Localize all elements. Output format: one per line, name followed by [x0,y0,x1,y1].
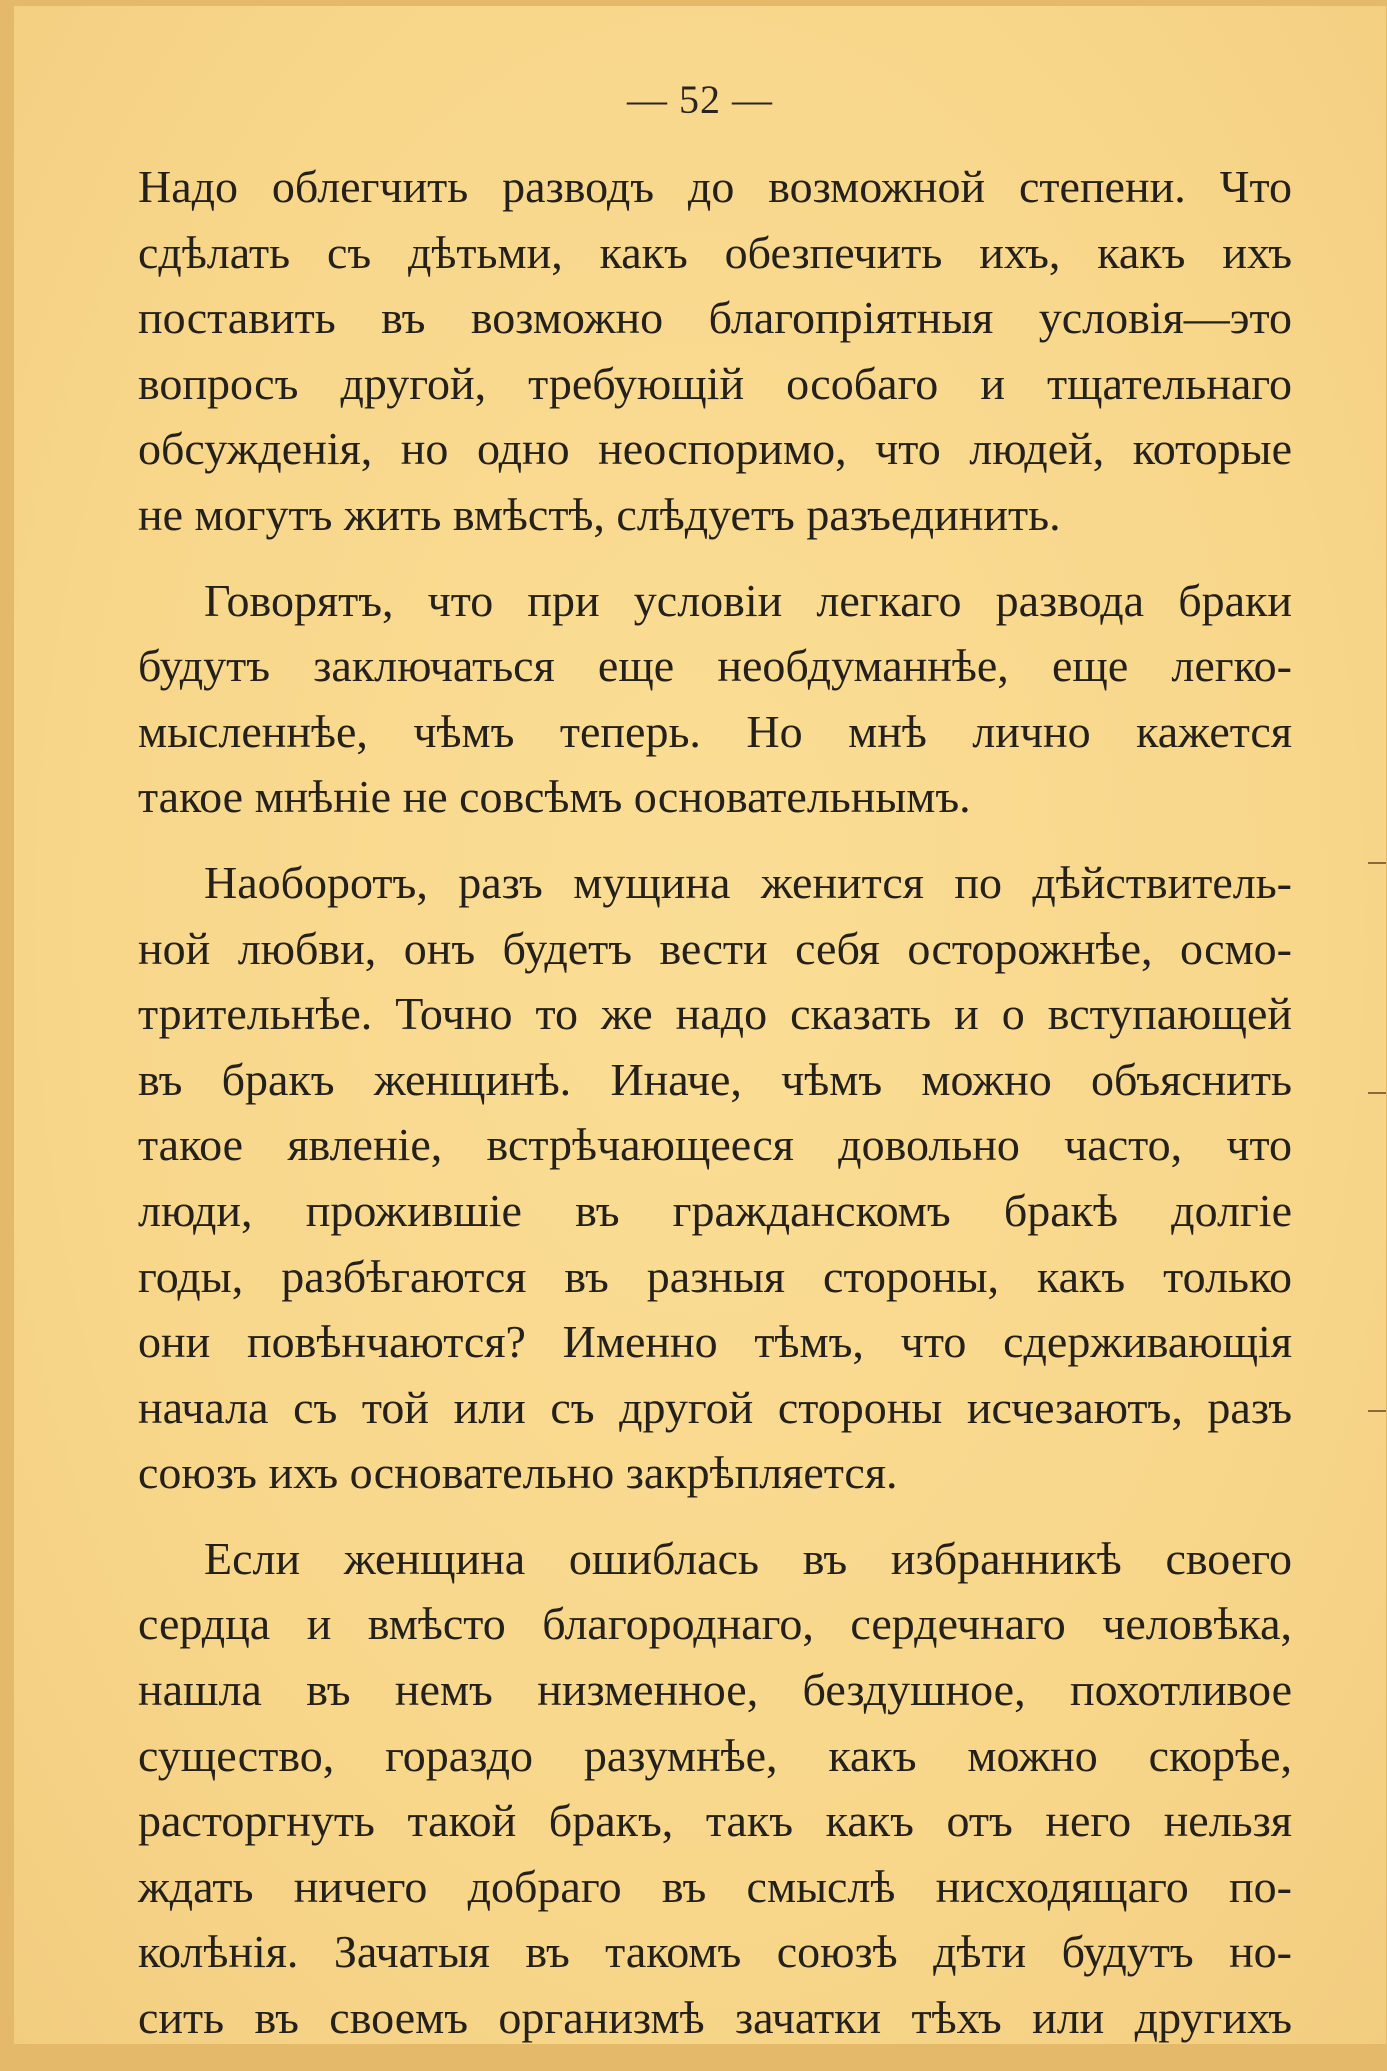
text-line: начала съ той или съ другой стороны исчезаютъ, разъ [138,1381,1292,1433]
text-line: сердца и вмѣсто благороднаго, сердечнаго человѣка, [138,1598,1292,1650]
text-line: расторгнуть такой бракъ, такъ какъ отъ него нельзя [138,1795,1292,1847]
text-line: существо, гораздо разумнѣе, какъ можно скорѣе, [138,1729,1292,1781]
text-line: Говорятъ, что при условіи легкаго развода браки [204,574,1292,626]
text-line: союзъ ихъ основательно закрѣпляется. [138,1447,898,1499]
text-line: Надо облегчить разводъ до возможной степени. Что [138,161,1292,212]
text-line: сдѣлать съ дѣтьми, какъ обезпечить ихъ, какъ ихъ [138,226,1292,278]
paragraph [138,154,1292,548]
text-line: мысленнѣе, чѣмъ теперь. Но мнѣ лично кажется [138,705,1292,757]
book-page [14,6,1386,2044]
text-line: колѣнія. Зачатыя въ такомъ союзѣ дѣти будутъ но- [138,1926,1292,1978]
text-line: не могутъ жить вмѣстѣ, слѣдуетъ разъединить. [138,488,1061,540]
paragraph [138,850,1292,1506]
text-line: ной любви, онъ будетъ вести себя осторожнѣе, осмо- [138,922,1292,974]
text-line: трительнѣе. Точно то же надо сказать и о вступающей [138,988,1292,1040]
text-line: люди, прожившіе въ гражданскомъ бракѣ долгіе [138,1184,1292,1236]
text-line: вопросъ другой, требующій особаго и тщательнаго [138,357,1292,409]
text-line: годы, разбѣгаются въ разныя стороны, какъ только [138,1250,1292,1302]
text-line: сить въ своемъ организмѣ зачатки тѣхъ или другихъ [138,1992,1292,2044]
text-line: такое явленіе, встрѣчающееся довольно часто, что [138,1119,1292,1171]
text-line: поставить въ возможно благопріятныя условія—это [138,292,1292,344]
text-line: Наоборотъ, разъ мущина женится по дѣйствитель- [204,856,1292,908]
text-line: ждать ничего добраго въ смыслѣ нисходящаго по- [138,1860,1292,1912]
paragraph [138,568,1292,830]
text-line: нашла въ немъ низменное, бездушное, похотливое [138,1664,1292,1716]
page-number: — 52 — [627,77,773,122]
edge-mark [1368,862,1386,864]
text-line: будутъ заключаться еще необдуманнѣе, еще легко- [138,640,1292,692]
edge-mark [1368,1410,1386,1412]
paragraph [138,1526,1292,2051]
text-line: такое мнѣніе не совсѣмъ основательнымъ. [138,771,971,823]
text-line: обсужденія, но одно неоспоримо, что людей, которые [138,423,1292,475]
edge-mark [1368,1092,1386,1094]
page-body-text [138,154,1292,2071]
text-line: они повѣнчаются? Именно тѣмъ, что сдерживающія [138,1316,1292,1368]
text-line: въ бракъ женщинѣ. Иначе, чѣмъ можно объяснить [138,1053,1292,1105]
text-line: Если женщина ошиблась въ избранникѣ своего [204,1532,1292,1584]
